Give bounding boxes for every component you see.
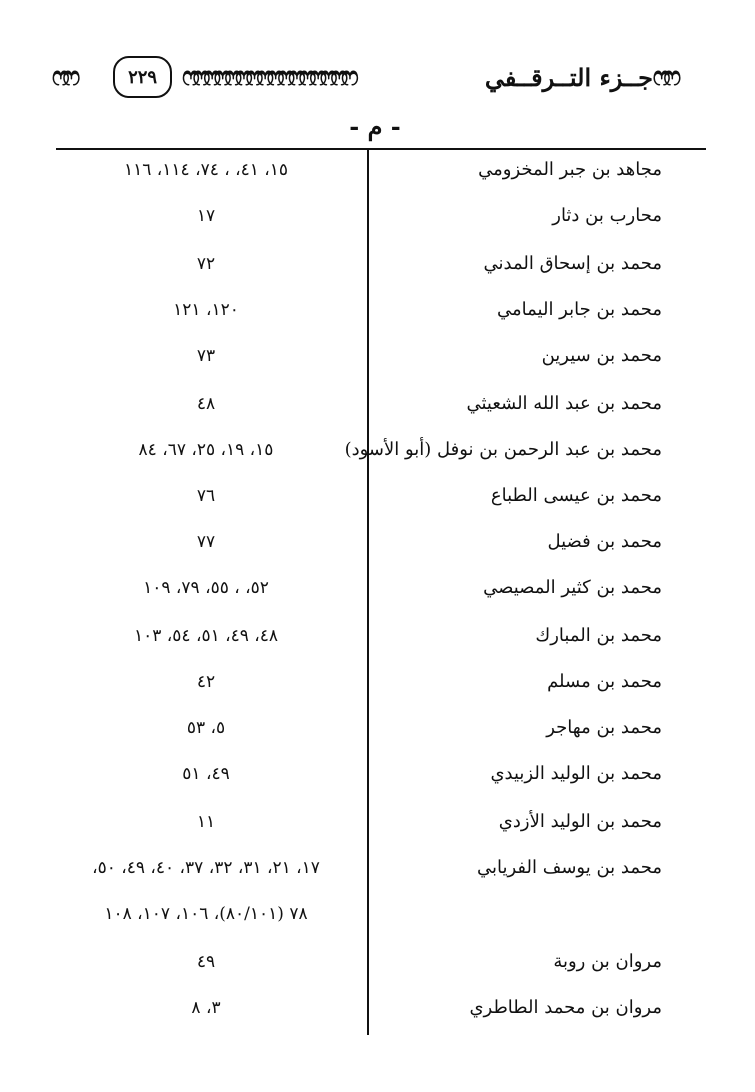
entry-name: محمد بن كثير المصيصي — [483, 577, 662, 598]
entry-name: محمد بن الوليد الزبيدي — [490, 763, 662, 784]
entry-name: محمد بن الوليد الأزدي — [498, 811, 662, 832]
entry-pages: ١٥، ٤١، ، ٧٤، ١١٤، ١١٦ — [123, 160, 289, 180]
page-header — [52, 50, 704, 104]
index-entry — [56, 985, 706, 1031]
entry-pages: ٤٩ — [196, 952, 216, 972]
entry-name: محمد بن جابر اليمامي — [497, 299, 662, 320]
entry-name: محارب بن دثار — [552, 205, 662, 226]
index-entry — [56, 287, 706, 333]
ornament-right: ෆෆ — [652, 64, 675, 90]
ornament-left: ෆෆ — [52, 64, 74, 90]
entry-name: محمد بن سيرين — [541, 345, 662, 366]
entry-pages: ١٥، ١٩، ٢٥، ٦٧، ٨٤ — [138, 440, 274, 460]
entry-pages: ٥٢، ، ٥٥، ٧٩، ١٠٩ — [143, 578, 269, 598]
index-entry — [56, 333, 706, 379]
entry-pages: ٤٨، ٤٩، ٥١، ٥٤، ١٠٣ — [133, 626, 279, 646]
entry-pages: ٣، ٨ — [191, 998, 221, 1018]
entry-pages: ١٧ — [196, 206, 216, 226]
entry-name: محمد بن عبد الله الشعيثي — [466, 393, 662, 414]
index-entry — [56, 473, 706, 519]
index-entry — [56, 193, 706, 239]
entry-name: مروان بن محمد الطاطري — [469, 997, 662, 1018]
entry-pages: ٧٨ (٨٠/١٠١)، ١٠٦، ١٠٧، ١٠٨ — [104, 904, 308, 924]
index-entry — [56, 427, 706, 473]
index-entry — [56, 565, 706, 611]
entry-pages: ٤٩، ٥١ — [182, 764, 230, 784]
entry-pages: ٧٦ — [196, 486, 216, 506]
entry-pages: ٧٧ — [196, 532, 216, 552]
entry-pages: ٥، ٥٣ — [186, 718, 226, 738]
entry-name: مروان بن روبة — [553, 951, 662, 972]
entry-pages: ٤٢ — [196, 672, 216, 692]
entry-pages: ٤٨ — [196, 394, 216, 414]
entry-name: محمد بن يوسف الفريابي — [476, 857, 662, 878]
index-entry — [56, 147, 706, 193]
index-entry — [56, 613, 706, 659]
page-number: ٢٢٩ — [113, 56, 172, 98]
ornament-middle: ෆෆෆෆෆෆෆෆෆෆෆෆෆෆෆෆ — [182, 64, 352, 90]
entry-name: محمد بن إسحاق المدني — [483, 253, 662, 274]
entry-name: محمد بن المبارك — [535, 625, 662, 646]
index-entry — [56, 519, 706, 565]
index-entry — [56, 845, 706, 891]
entry-pages: ٧٣ — [196, 346, 216, 366]
index-entry — [56, 659, 706, 705]
entry-pages: ٧٢ — [196, 254, 216, 274]
entry-name: محمد بن عيسى الطباع — [490, 485, 662, 506]
entry-pages: ١٧، ٢١، ٣١، ٣٢، ٣٧، ٤٠، ٤٩، ٥٠، — [92, 858, 320, 878]
entry-pages: ١٢٠، ١٢١ — [173, 300, 239, 320]
index-entry — [56, 891, 706, 937]
entry-name: محمد بن مهاجر — [546, 717, 662, 738]
entry-name: محمد بن فضيل — [547, 531, 662, 552]
index-entry — [56, 705, 706, 751]
book-title: جــزء التــرقــفي — [484, 62, 653, 92]
index-entry — [56, 751, 706, 797]
entry-name: مجاهد بن جبر المخزومي — [478, 159, 662, 180]
index-entry — [56, 241, 706, 287]
entry-name: محمد بن مسلم — [547, 671, 662, 692]
index-entry — [56, 799, 706, 845]
index-entry — [56, 381, 706, 427]
index-entry — [56, 939, 706, 985]
entry-name: محمد بن عبد الرحمن بن نوفل (أبو الأسود) — [344, 439, 662, 460]
section-letter: - م - — [349, 112, 401, 141]
entry-pages: ١١ — [196, 812, 216, 832]
